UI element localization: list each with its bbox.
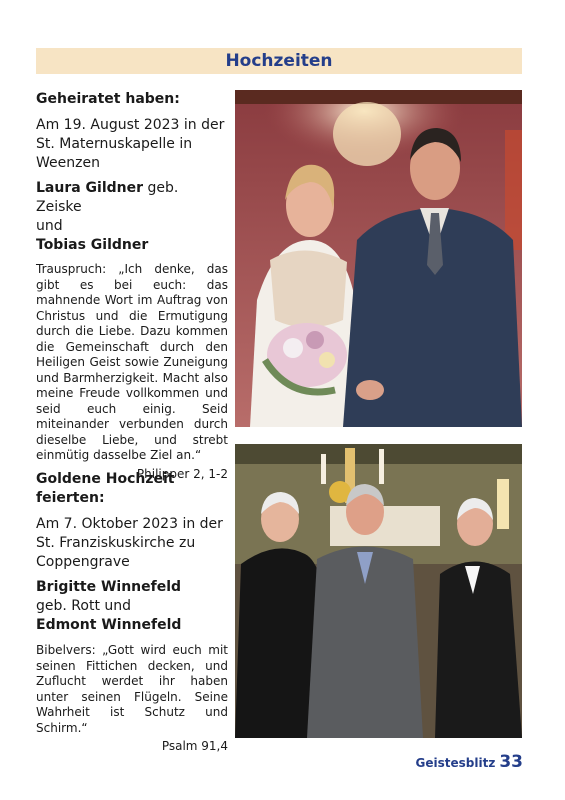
golden-date-place: Am 7. Oktober 2023 in der St. Franziskuskirche zu Coppengrave [36,516,223,570]
bride-name: Laura Gildner [36,180,144,196]
bride-maiden-name: geb. Zeiske [36,180,179,215]
couple-line-1 [36,179,228,217]
section-banner [36,48,522,74]
wedding-verse: Trauspruch: „Ich denke, das gibt es bei euch: das mahnende Wort im Auftrag von Christus und die Ermutigung durch die Liebe. Dazu kommen die Gemeinschaft durch den Heiligen Geist sowie Zuneigung und Barmherzigkeit. Macht also meine Freude vollkommen und seid euch einig. Seid miteinander verbunden durch dieselbe Liebe, und strebt einmütig dasselbe Ziel an.“ [36,262,228,462]
golden-heading: Goldene Hochzeit feierten: [36,471,175,506]
wedding-verse-reference: Philipper 2, 1-2 [136,466,228,481]
golden-name-2: Edmont Winnefeld [36,617,182,633]
section-title: Hochzeiten [225,51,333,71]
golden-verse: Bibelvers: „Gott wird euch mit seinen Fittichen decken, und Zuflucht werdet ihr haben unter seinen Flügeln. Seine Wahrheit ist Schutz und Schirm.“ [36,643,228,735]
golden-wedding-text [36,470,228,755]
wedding-photo-image [235,90,522,427]
couple-and: und [36,218,63,234]
golden-verse-reference: Psalm 91,4 [161,739,228,753]
wedding-heading: Geheiratet haben: [36,91,180,107]
wedding-text [36,90,228,482]
groom-name: Tobias Gildner [36,237,149,253]
golden-wedding-photo [235,444,522,738]
page-number: 33 [499,752,523,772]
wedding-date-place: Am 19. August 2023 in der St. Maternuskapelle in Weenzen [36,117,225,171]
golden-name-1: Brigitte Winnefeld [36,579,182,595]
wedding-photo [235,90,522,427]
golden-wedding-photo-image [235,444,522,738]
golden-maiden-name: geb. Rott und [36,598,132,614]
magazine-name: Geistesblitz [415,756,496,770]
page-footer [416,752,523,772]
